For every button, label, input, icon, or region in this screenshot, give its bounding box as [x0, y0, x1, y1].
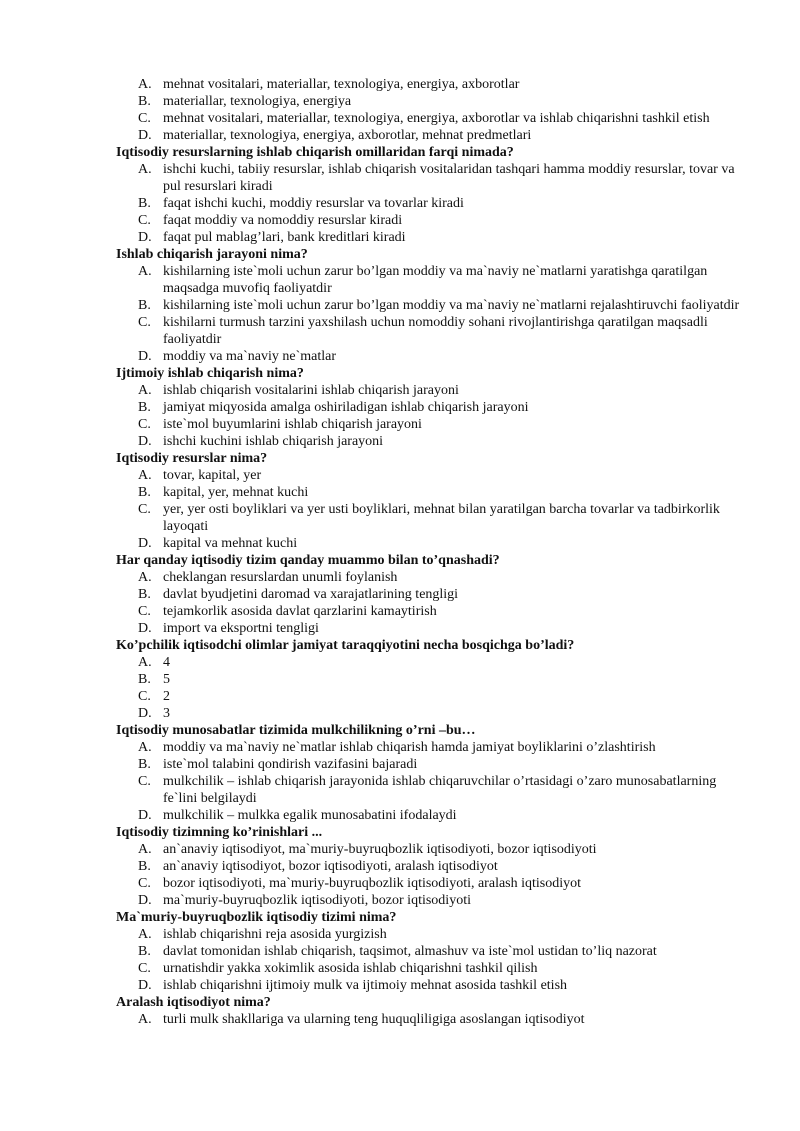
option-text: iste`mol talabini qondirish vazifasini bajaradi [163, 757, 418, 772]
answer-option [0, 654, 800, 671]
option-letter: B. [138, 587, 151, 602]
option-letter: A. [138, 1012, 152, 1027]
option-letter: D. [138, 230, 152, 245]
option-letter: D. [138, 706, 152, 721]
question-block [0, 722, 800, 824]
answer-option [0, 229, 800, 246]
option-letter: C. [138, 417, 151, 432]
option-letter: C. [138, 876, 151, 891]
option-text: faqat moddiy va nomoddiy resurslar kiradi [163, 213, 403, 228]
answer-option [0, 161, 800, 195]
answer-option [0, 501, 800, 535]
answer-option [0, 603, 800, 620]
option-letter: C. [138, 689, 151, 704]
answer-option [0, 943, 800, 960]
option-letter: A. [138, 570, 152, 585]
answer-option [0, 348, 800, 365]
answer-option [0, 688, 800, 705]
option-letter: D. [138, 621, 152, 636]
option-text: mulkchilik – ishlab chiqarish jarayonida ishlab chiqaruvchilar o’rtasidagi o’zaro munosabatlarning fe`lini belgilaydi [163, 774, 717, 806]
option-text: 2 [163, 689, 170, 704]
answer-option [0, 773, 800, 807]
question-block [0, 246, 800, 365]
question-block [0, 450, 800, 552]
option-letter: A. [138, 740, 152, 755]
question-title: Iqtisodiy resurslarning ishlab chiqarish omillaridan farqi nimada? [116, 145, 514, 160]
option-letter: C. [138, 774, 151, 789]
question-title: Har qanday iqtisodiy tizim qanday muammo bilan to’qnashadi? [116, 553, 500, 568]
answer-option [0, 620, 800, 637]
question-title: Ijtimoiy ishlab chiqarish nima? [116, 366, 304, 381]
option-text: davlat tomonidan ishlab chiqarish, taqsimot, almashuv va iste`mol ustidan to’liq nazorat [163, 944, 657, 959]
answer-option [0, 875, 800, 892]
answer-option [0, 416, 800, 433]
option-text: iste`mol buyumlarini ishlab chiqarish jarayoni [163, 417, 422, 432]
option-letter: B. [138, 94, 151, 109]
answer-option [0, 484, 800, 501]
option-text: davlat byudjetini daromad va xarajatlarining tengligi [163, 587, 459, 602]
question-block [0, 365, 800, 450]
answer-option [0, 1011, 800, 1028]
option-letter: A. [138, 655, 152, 670]
answer-option [0, 960, 800, 977]
option-letter: B. [138, 944, 151, 959]
option-text: an`anaviy iqtisodiyot, ma`muriy-buyruqbozlik iqtisodiyoti, bozor iqtisodiyoti [163, 842, 597, 857]
answer-option [0, 467, 800, 484]
option-text: an`anaviy iqtisodiyot, bozor iqtisodiyoti, aralash iqtisodiyot [163, 859, 498, 874]
option-letter: B. [138, 298, 151, 313]
question-block [0, 552, 800, 637]
option-text: ishchi kuchini ishlab chiqarish jarayoni [163, 434, 384, 449]
answer-option [0, 586, 800, 603]
option-letter: D. [138, 536, 152, 551]
question-block [0, 637, 800, 722]
question-title: Ishlab chiqarish jarayoni nima? [116, 247, 308, 262]
question-title: Ma`muriy-buyruqbozlik iqtisodiy tizimi nima? [116, 910, 397, 925]
answer-option [0, 807, 800, 824]
option-letter: A. [138, 383, 152, 398]
answer-option [0, 127, 800, 144]
answer-option [0, 535, 800, 552]
option-letter: A. [138, 468, 152, 483]
option-text: materiallar, texnologiya, energiya, axborotlar, mehnat predmetlari [163, 128, 532, 143]
answer-option [0, 705, 800, 722]
answer-option [0, 858, 800, 875]
question-block [0, 824, 800, 909]
option-letter: B. [138, 859, 151, 874]
answer-option [0, 212, 800, 229]
option-text: 3 [163, 706, 170, 721]
option-letter: D. [138, 978, 152, 993]
option-letter: A. [138, 927, 152, 942]
answer-option [0, 841, 800, 858]
question-title: Aralash iqtisodiyot nima? [116, 995, 271, 1010]
option-text: cheklangan resurslardan unumli foylanish [163, 570, 398, 585]
answer-option [0, 110, 800, 127]
option-text: ishlab chiqarishni ijtimoiy mulk va ijtimoiy mehnat asosida tashkil etish [163, 978, 568, 993]
option-letter: D. [138, 128, 152, 143]
option-letter: C. [138, 604, 151, 619]
test-document [0, 76, 800, 1028]
option-letter: A. [138, 77, 152, 92]
answer-option [0, 739, 800, 756]
option-text: mehnat vositalari, materiallar, texnologiya, energiya, axborotlar va ishlab chiqarishni tashkil etish [163, 111, 710, 126]
answer-option [0, 93, 800, 110]
option-text: mehnat vositalari, materiallar, texnologiya, energiya, axborotlar [163, 77, 520, 92]
option-letter: C. [138, 111, 151, 126]
option-text: moddiy va ma`naviy ne`matlar [163, 349, 336, 364]
answer-option [0, 399, 800, 416]
option-text: yer, yer osti boyliklari va yer usti boyliklari, mehnat bilan yaratilgan barcha tovarlar va tadbirkorlik layoqati [163, 502, 720, 534]
answer-option [0, 926, 800, 943]
option-text: tejamkorlik asosida davlat qarzlarini kamaytirish [163, 604, 437, 619]
option-text: ishlab chiqarishni reja asosida yurgizish [163, 927, 387, 942]
option-text: materiallar, texnologiya, energiya [163, 94, 352, 109]
answer-option [0, 76, 800, 93]
option-letter: B. [138, 400, 151, 415]
answer-option [0, 382, 800, 399]
option-text: ma`muriy-buyruqbozlik iqtisodiyoti, bozor iqtisodiyoti [163, 893, 471, 908]
option-letter: A. [138, 842, 152, 857]
answer-option [0, 756, 800, 773]
option-text: mulkchilik – mulkka egalik munosabatini ifodalaydi [163, 808, 457, 823]
option-letter: C. [138, 213, 151, 228]
option-text: ishlab chiqarish vositalarini ishlab chiqarish jarayoni [163, 383, 459, 398]
question-title: Ko’pchilik iqtisodchi olimlar jamiyat taraqqiyotini necha bosqichga bo’ladi? [116, 638, 575, 653]
answer-option [0, 977, 800, 994]
option-letter: A. [138, 264, 152, 279]
question-block [0, 76, 800, 144]
question-block [0, 144, 800, 246]
answer-option [0, 433, 800, 450]
answer-option [0, 314, 800, 348]
answer-option [0, 569, 800, 586]
option-letter: C. [138, 961, 151, 976]
option-text: faqat ishchi kuchi, moddiy resurslar va tovarlar kiradi [163, 196, 464, 211]
question-title: Iqtisodiy resurslar nima? [116, 451, 268, 466]
option-text: turli mulk shakllariga va ularning teng huquqliligiga asoslangan iqtisodiyot [163, 1012, 585, 1027]
option-text: moddiy va ma`naviy ne`matlar ishlab chiqarish hamda jamiyat boyliklarini o’zlashtirish [163, 740, 656, 755]
option-text: kapital, yer, mehnat kuchi [163, 485, 309, 500]
question-block [0, 994, 800, 1028]
option-text: kapital va mehnat kuchi [163, 536, 298, 551]
option-text: import va eksportni tengligi [163, 621, 319, 636]
option-letter: D. [138, 893, 152, 908]
option-text: urnatishdir yakka xokimlik asosida ishlab chiqarishni tashkil qilish [163, 961, 538, 976]
option-text: 4 [163, 655, 170, 670]
option-text: faqat pul mablag’lari, bank kreditlari kiradi [163, 230, 406, 245]
option-letter: B. [138, 485, 151, 500]
answer-option [0, 297, 800, 314]
option-text: jamiyat miqyosida amalga oshiriladigan ishlab chiqarish jarayoni [163, 400, 529, 415]
option-letter: D. [138, 434, 152, 449]
option-letter: B. [138, 757, 151, 772]
option-text: kishilarning iste`moli uchun zarur bo’lgan moddiy va ma`naviy ne`matlarni rejalashtiruvchi faoliyatdir [163, 298, 740, 313]
answer-option [0, 671, 800, 688]
option-text: bozor iqtisodiyoti, ma`muriy-buyruqbozlik iqtisodiyoti, aralash iqtisodiyot [163, 876, 582, 891]
answer-option [0, 892, 800, 909]
answer-option [0, 263, 800, 297]
option-letter: D. [138, 349, 152, 364]
question-title: Iqtisodiy munosabatlar tizimida mulkchilikning o’rni –bu… [116, 723, 476, 738]
question-block [0, 909, 800, 994]
option-letter: A. [138, 162, 152, 177]
option-letter: D. [138, 808, 152, 823]
option-text: tovar, kapital, yer [163, 468, 262, 483]
option-letter: B. [138, 196, 151, 211]
option-text: kishilarning iste`moli uchun zarur bo’lgan moddiy va ma`naviy ne`matlarni yaratishga qaratilgan maqsadga muvofiq faoliyatdir [163, 264, 708, 296]
option-text: kishilarni turmush tarzini yaxshilash uchun nomoddiy sohani rivojlantirishga qaratilgan maqsadli faoliyatdir [163, 315, 708, 347]
question-title: Iqtisodiy tizimning ko’rinishlari ... [116, 825, 323, 840]
option-text: ishchi kuchi, tabiiy resurslar, ishlab chiqarish vositalaridan tashqari hamma moddiy resurslar, tovar va pul resurslari kiradi [163, 162, 735, 194]
option-letter: B. [138, 672, 151, 687]
option-letter: C. [138, 502, 151, 517]
answer-option [0, 195, 800, 212]
option-letter: C. [138, 315, 151, 330]
option-text: 5 [163, 672, 170, 687]
